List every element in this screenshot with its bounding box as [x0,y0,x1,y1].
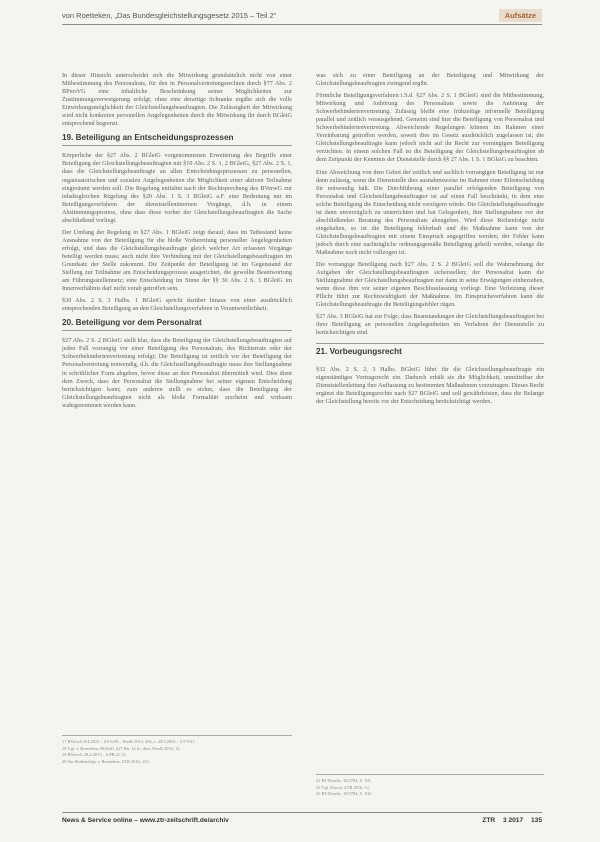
page-footer [62,812,542,827]
journal-name: ZTR [482,817,496,824]
footer-issue-info [476,817,542,824]
section-19-paragraph: Körperliche der §27 Abs. 2 BGleiG vorgenommenen Erweiterung des Begriffs einer Beteiligung der Gleichstellungsbeauftragten mit §10 Abs. 2 S. 1, 2 BGleiG, §27 Abs. 2 S. 1, dass die Gleichstellungsbeauftragte an allen Entscheidungsprozessen zu personellen, organisatorischen und sozialen Angelegenheiten die Möglichkeit einer aktiven Teilnahme eingeräumt werden soll. Die Regelung entfaltet nach der Rechtsprechung des BVerwG zur inhaltsgleichen Regelung des §20 Abs. 1 S. 3 BGleiG a.F. eine Bedeutung nur im Beteiligungsverfahren der dienststelleninternen Vorgänge, d.h. in einem Abstimmungsprozess, ohne dass diese vorher der Gleichstellungsbeauftragten die Sache abschließend vorliegt. [62,152,292,224]
body-paragraph: Die vorrangige Beteiligung nach §27 Abs. 2 S. 2 BGleiG soll die Wahrnehmung der Aufgaben der Gleichstellungsbeauftragten sicherstellen; der Personalrat kann die Stellungnahme der Gleichstellungsbeauftragten nur dann in seine Erwägungen einbeziehen, wenn diese ihm vor seiner eigenen Beschlussfassung vorliegt. Eine Verletzung dieser Pflicht führt zur Rechtswidrigkeit der Maßnahme. Im Einspruchsverfahren kann die Gleichstellungsbeauftragte die Beteiligungsfehler rügen. [316,261,544,309]
body-paragraph: §27 Abs. 3 BGleiG hat zur Folge, dass Beanstandungen der Gleichstellungsbeauftragten bei ihrer Beteiligung an personellen Angelegenheiten im Verfahren der Dienststelle zu berücksichtigen sind. [316,313,544,337]
left-column [62,72,292,414]
right-column [316,72,544,410]
running-title: von Roetteken, „Das Bundesgleichstellungsgesetz 2015 – Teil 2“ [62,11,277,20]
footnote: 17 BVerwG 8.4.2010 – 6 P 6.09 – PersR 2010, 204; v. 28.5.2002 – 6 P 9.01. [62,739,196,744]
section-19-paragraph: §30 Abs. 2 S. 3 Halbs. 1 BGleiG spricht darüber hinaus von einer ausdrücklich entsprechenden Beteiligung an den Gleichstellungsverfahren in Verantwortlichkeit. [62,297,292,313]
section-20-heading: 20. Beteiligung vor dem Personalrat [62,319,292,331]
intro-paragraph-left: In dieser Hinsicht unterscheidet sich die Mitwirkung grundsätzlich nicht von einer Mitbestimmung des Personalrats, für den in Personalvertretungsrechten durch §77 Abs. 2 BPersVG eine inhaltliche Beschränkung seiner Möglichkeiten zur Zustimmungsverweigerung erfolgt; ohne eine derartige Schranke ergäbe sich die volle Einwirkungsmöglichkeit der Gleichstellungsbeauftragten. Die Zulässigkeit der Mitwirkung wird nicht konkreten personellen Angelegenheiten durch die Mitwirkung ihr durch BGleiG entsprechend begrenzt. [62,72,292,128]
footnote: 21 BT-Drucks. 18/3784, S. 101. [316,778,372,783]
section-20-paragraph: §27 Abs. 2 S. 2 BGleiG stellt klar, dass die Beteiligung der Gleichstellungsbeauftragten auf jeden Fall vorrangig vor einer Beteiligung des Personalrats, des Richterrats oder der Schwerbehindertenvertretung erfolgt; Die Beteiligung ist zeitlich vor der Beteiligung der Personalvertretung notwendig, d.h. die Gleichstellungsbeauftragte muss ihre Stellungnahme in schriftlicher Form abgeben, bevor diese an den Personalrat übermittelt wird. Dies dient dem Zweck, dass der Personalrat die Stellungnahme bei seiner eigenen Entscheidung berücksichtigen kann; zum anderen stellt es sicher, dass die Beteiligung der Gleichstellungsbeauftragten nicht als bloße Formalität erscheint und wirksam wahrgenommen werden kann. [62,337,292,409]
issue-number: 3 2017 [502,817,524,824]
footnote: 20 Zur Reihenfolge v. Roetteken, ZTR 2016, 123. [62,758,150,764]
body-paragraph: Förmliche Beteiligungsverfahren i.S.d. §27 Abs. 2 S. 1 BGleiG sind die Mitbestimmung, Mitwirkung und Anhörung des Personalrats sowie die Anhörung der Schwerbehindertenvertretung. Zulässig bleibt eine frühzeitige informelle Beteiligung parallel und zeitlich vorausgehend. Gemeint sind hier die Beteiligung von Personalrat und Schwerbehindertenvertretung. Abweichende Regelungen können im Rahmen einer Vereinbarung getroffen werden, soweit dies im Gesetz ausdrücklich zugelassen ist; die Gleichstellungsbeauftragte kann jedoch nicht auf ihr Recht zur vorrangigen Beteiligung verzichten. In einem solchen Fall ist die Beteiligung der Gleichstellungsbeauftragten ab dem Zeitpunkt der Kenntnis der Dienststelle durch §§ 27 Abs. 1 S. 1 BGleiG zu beachten. [316,92,544,164]
page-number: 135 [530,817,542,824]
section-19-heading: 19. Beteiligung an Entscheidungsprozessen [62,134,292,146]
running-header [62,8,542,25]
section-19-paragraph: Der Umfang der Regelung in §27 Abs. 1 BGleiG zeigt darauf, dass im Tatbestand keine Ausnahme von der Beteiligung für die bloße Vorbereitung personeller Angelegenheiten erfolgt, und dass die Gleichstellungsbeauftragte gleich welcher Art erfassten Vorgänge beteiligt werden muss; auch nicht ihre Verbindung mit der Gleichstellungsbeauftragten im Grundsatz der Stelle zukommt. Die Zeitpunkt der Beteiligung ist im Gegenstand der Stellung zur Teilnahme am Entscheidungsprozess ausgerichtet, die gewollte Beantwortung am Führungsstellennetz; eine Entscheidung im Sinne der §§ 30 Abs. 2 S. 3 BGleiG im Innenverhältnis darf nicht vorab getroffen sein. [62,228,292,293]
footnotes-left [62,735,292,765]
footnote: 18 Vgl. v. Roetteken, BGleiG, §27 Rn. 14 ff.; ders. PersR 2016, 12. [62,745,181,751]
footnote: 22 Vgl. Kirsch, ZTR 2016, 12. [316,784,370,790]
footnotes-right [316,774,544,798]
footnote: 23 BT-Drucks. 18/3784, S. 102. [316,791,372,797]
section-tab: Aufsätze [499,9,542,22]
section-21-heading: 21. Vorbeugungsrecht [316,343,544,359]
intro-paragraph-right: was sich zu einer Beteiligung an der Beteiligung und Mitwirkung der Gleichstellungsbeauftragten zwingend ergibt. [316,72,544,88]
footnote: 19 BVerwG 28.2.2013 – 6 PB 21.12. [62,752,127,758]
section-21-paragraph: §32 Abs. 2 S. 2, 3 Halbs. BGleiG führt für die Gleichstellungsbeauftragte ein eigenständiges Vortragsrecht ein. Dadurch erhält sie die Möglichkeit, unmittelbar der Dienststellenleitung ihre Auffassung zu bestimmten Maßnahmen vorzutragen. Dieses Recht ergänzt die Beteiligungsrechte nach §27 BGleiG und soll gewährleisten, dass die Belange der Gleichstellung bereits vor der Entscheidung berücksichtigt werden. [316,365,544,405]
body-paragraph: Eine Abweichung von dem Gebot der zeitlich und sachlich vorrangigen Beteiligung ist nur dann zulässig, wenn die Dienststelle dies ausnahmsweise im Rahmen einer Eilentscheidung für notwendig hält. Die Durchführung einer parallel erfolgenden Beteiligung von Personalrat und Gleichstellungsbeauftragter ist auf einen Fall beschränkt, in dem eine solche Beteiligung die Entscheidung nicht verzögern würde. Die Gleichstellungsbeauftragte ist dann unverzüglich zu unterrichten und hat Gelegenheit, ihre Stellungnahme vor der abschließenden Beratung des Personalrats abzugeben. Wird diese Reihenfolge nicht eingehalten, so ist die Beteiligung fehlerhaft und die Maßnahme kann von der Gleichstellungsbeauftragten mit einem Einspruch angegriffen werden; der Fehler kann jedoch durch eine nachträgliche ordnungsgemäße Beteiligung geheilt werden, solange die Maßnahme noch nicht vollzogen ist. [316,168,544,256]
footer-archive-link[interactable]: News & Service online – www.ztr-zeitschrift.de/archiv [62,817,229,824]
